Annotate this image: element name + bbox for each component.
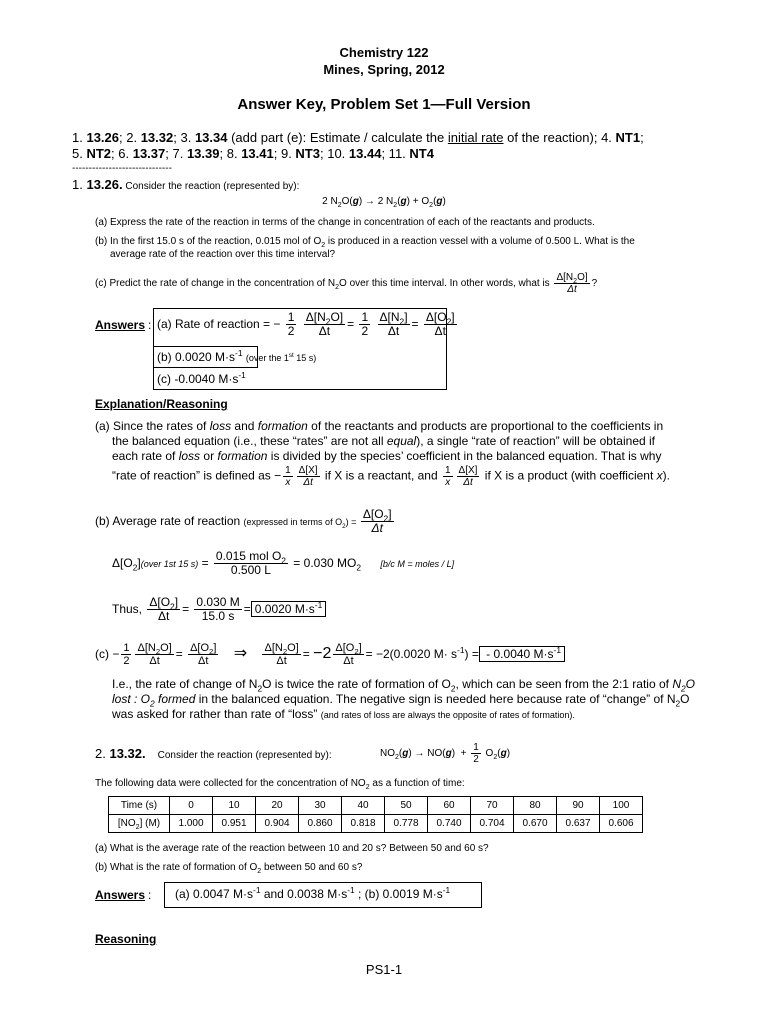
table-cell: 0.670	[514, 815, 557, 833]
page-number: PS1-1	[365, 962, 403, 977]
q2-data-intro: The following data were collected for the concentration of $NO_2$ as a function of time:	[95, 778, 465, 791]
ie-line-3: was asked for rather than rate of “loss” (and rates of loss are always the opposite of rates of formation).	[112, 707, 575, 721]
concentration-calc: $\Delta[O_2](over$ 1st 15 s) = $\frac{0.015 mol O_2}{0.500 L}$ = 0.030 $MO_2$ [b/c M = moles / L]	[112, 549, 455, 578]
answers-label: Answers	[95, 318, 146, 332]
part-c-calc: (c) − $\frac{1}{2}$ $\frac{\Delta[N_2O]}{\Delta t}$ = $\frac{\Delta[O_2]}{\Delta t}$ ⇒ $\frac{\Delta[N_2O]}{\Delta t}$ = −2 $\frac{\Delta[O_2]}{\Delta t}$ = −2(0.0020 $M\cdot s^{-1}$) = - 0.0040 $M\cdot s^{-1}$	[95, 642, 565, 667]
answer-c: (c) -0.0040 $M\cdot s^{-1}$	[157, 370, 246, 386]
q1-part-b: (b) In the first 15.0 s of the reaction, 0.015 mol of $O_2$ is produced in a reaction vessel with a volume of 0.500 L. What is the	[95, 236, 635, 249]
table-row	[109, 797, 643, 815]
data-table	[108, 796, 643, 833]
expl-line-2: the balanced equation (i.e., these “rates” are not all equal), a single “rate of reaction” will be obtained if	[112, 434, 656, 448]
expl-line-1: (a) Since the rates of loss and formation of the reactants and products are proportional to the coefficients in	[95, 419, 664, 433]
q1-part-c: (c) Predict the rate of change in the concentration of $N_2O$ over this time interval. In other words, what is $\frac{\Delta[N_2O]}{\Delta t}$ ?	[95, 271, 598, 295]
term: Mines, Spring, 2012	[323, 62, 445, 77]
table-header-cell: Time (s)	[109, 797, 170, 815]
ie-line-1: I.e., the rate of change of $N_2O$ is twice the rate of formation of $O_2$, which can be seen from the 2:1 ratio of $N_2O$	[112, 677, 696, 694]
answer-a: (a) Rate of reaction = − $\frac{1}{2}$ $\frac{\Delta[N_2O]}{\Delta t}$ = $\frac{1}{2}$ $\frac{\Delta[N_2]}{\Delta t}$ = $\frac{\Delta[O_2]}{\Delta t}$	[157, 310, 455, 339]
table-cell: 0	[170, 797, 213, 815]
table-cell: 0.860	[299, 815, 342, 833]
table-cell: 1.000	[170, 815, 213, 833]
table-cell: 60	[428, 797, 471, 815]
table-cell: 0.606	[600, 815, 643, 833]
course-title: Chemistry 122	[339, 45, 429, 60]
q1-part-b-line2: average rate of the reaction over this time interval?	[110, 249, 336, 260]
table-header-cell: $[NO_2]$ (M)	[109, 815, 170, 833]
expl-line-4: “rate of reaction” is defined as − $\frac{1}{x}$ $\frac{\Delta[X]}{\Delta t}$ if X is a reactant, and $\frac{1}{x}$ $\frac{\Delta[X]}{\Delta t}$ if X is a product (with coefficient x).	[112, 465, 670, 488]
table-cell: 70	[471, 797, 514, 815]
q1-equation: 2 $N_2O(g) \to 2$ $N_2(g) + O_2(g)$	[322, 196, 446, 209]
table-cell: 100	[600, 797, 643, 815]
q2-answers-label: Answers	[95, 888, 146, 902]
table-cell: 80	[514, 797, 557, 815]
table-row	[109, 815, 643, 833]
table-cell: 90	[557, 797, 600, 815]
ie-line-2: lost : $O_2$ formed in the balanced equation. The negative sign is needed here because rate of “change” of $N_2O$	[112, 692, 690, 709]
q2-heading: 2. 13.32. Consider the reaction (represented by):	[95, 746, 332, 761]
divider: ------------------------------	[72, 163, 172, 174]
avg-rate-line: (b) Average rate of reaction (expressed in terms of $O_2$) = $\frac{\Delta[O_2]}{\Delta t}$	[95, 507, 392, 536]
thus-calc: Thus, $\frac{\Delta[O_2]}{\Delta t}$ = $\frac{0.030 M}{15.0 s}$ = 0.0020 $M\cdot s^{-1}$	[112, 596, 326, 623]
answer-b: (b) 0.0020 $M\cdot s^{-1}$ (over the 1st 15 s)	[157, 348, 317, 364]
q1-heading: 1. 13.26. Consider the reaction (represented by):	[72, 177, 300, 192]
table-cell: 20	[256, 797, 299, 815]
q2-part-b: (b) What is the rate of formation of $O_2$ between 50 and 60 s?	[95, 862, 363, 875]
explanation-heading: Explanation/Reasoning	[95, 397, 228, 411]
q1-part-a: (a) Express the rate of the reaction in terms of the change in concentration of each of the reactants and products.	[95, 217, 595, 228]
q2-answers-box: (a) 0.0047 $M\cdot s^{-1}$ and 0.0038 $M\cdot s^{-1}$ ; (b) 0.0019 $M\cdot s^{-1}$	[164, 882, 482, 908]
table-cell: 0.704	[471, 815, 514, 833]
table-cell: 50	[385, 797, 428, 815]
table-cell: 40	[342, 797, 385, 815]
table-cell: 0.951	[213, 815, 256, 833]
table-cell: 10	[213, 797, 256, 815]
reasoning-heading: Reasoning	[95, 932, 157, 946]
table-cell: 0.904	[256, 815, 299, 833]
table-cell: 0.637	[557, 815, 600, 833]
table-cell: 0.778	[385, 815, 428, 833]
table-cell: 0.740	[428, 815, 471, 833]
problem-list-line-2: 5. NT2; 6. 13.37; 7. 13.39; 8. 13.41; 9. NT3; 10. 13.44; 11. NT4	[72, 146, 434, 161]
q2-part-a: (a) What is the average rate of the reaction between 10 and 20 s? Between 50 and 60 s?	[95, 843, 489, 854]
table-cell: 0.818	[342, 815, 385, 833]
q2-equation: $NO_2(g) \to NO(g)$ + $\frac{1}{2}$ $O_2(g)$	[380, 741, 511, 765]
problem-list-line-1: 1. 13.26; 2. 13.32; 3. 13.34 (add part (e): Estimate / calculate the initial rate of the reaction); 4. NT1;	[72, 130, 644, 145]
page-title: Answer Key, Problem Set 1—Full Version	[237, 96, 531, 113]
expl-line-3: each rate of loss or formation is divided by the species’ coefficient in the balanced equation. That is why	[112, 449, 662, 463]
table-cell: 30	[299, 797, 342, 815]
